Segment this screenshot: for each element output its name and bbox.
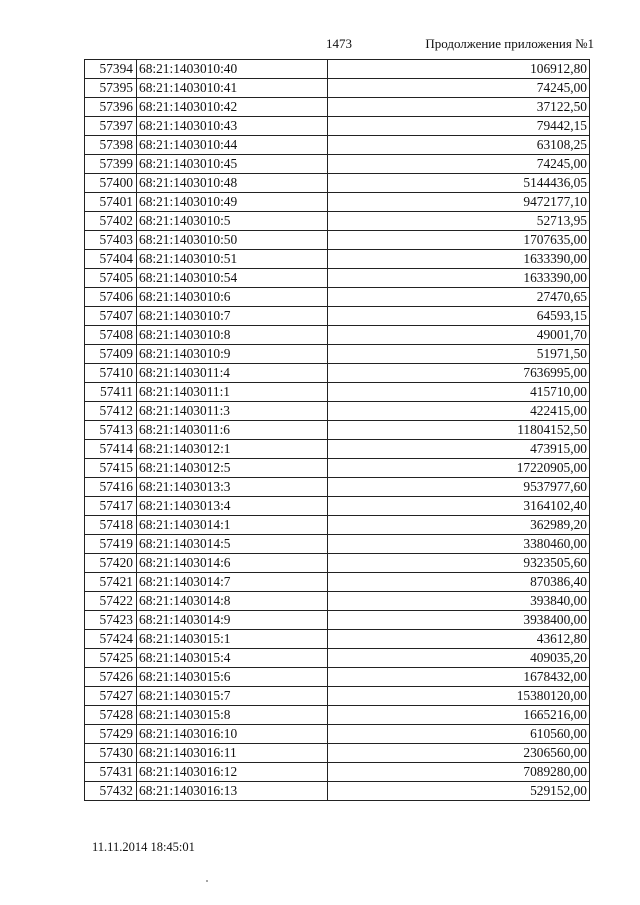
cadastral-value-cell: 27470,65 — [328, 288, 590, 307]
table-row — [85, 744, 590, 763]
cadastral-number-cell: 68:21:1403010:42 — [137, 98, 328, 117]
row-number-cell: 57429 — [85, 725, 137, 744]
cadastral-value-table — [84, 59, 590, 801]
cadastral-number-cell: 68:21:1403010:43 — [137, 117, 328, 136]
row-number-cell: 57426 — [85, 668, 137, 687]
row-number-cell: 57420 — [85, 554, 137, 573]
cadastral-number-cell: 68:21:1403015:4 — [137, 649, 328, 668]
table-row — [85, 535, 590, 554]
table-row — [85, 782, 590, 801]
cadastral-value-cell: 79442,15 — [328, 117, 590, 136]
row-number-cell: 57394 — [85, 60, 137, 79]
row-number-cell: 57398 — [85, 136, 137, 155]
row-number-cell: 57414 — [85, 440, 137, 459]
print-timestamp: 11.11.2014 18:45:01 — [92, 840, 195, 854]
table-row — [85, 345, 590, 364]
table-row — [85, 402, 590, 421]
cadastral-number-cell: 68:21:1403010:54 — [137, 269, 328, 288]
table-row — [85, 554, 590, 573]
row-number-cell: 57415 — [85, 459, 137, 478]
row-number-cell: 57395 — [85, 79, 137, 98]
scan-speck — [206, 880, 208, 882]
row-number-cell: 57411 — [85, 383, 137, 402]
cadastral-number-cell: 68:21:1403010:9 — [137, 345, 328, 364]
table-row — [85, 79, 590, 98]
cadastral-number-cell: 68:21:1403014:6 — [137, 554, 328, 573]
cadastral-value-cell: 3380460,00 — [328, 535, 590, 554]
cadastral-value-cell: 74245,00 — [328, 79, 590, 98]
cadastral-number-cell: 68:21:1403012:5 — [137, 459, 328, 478]
page-number: 1473 — [326, 36, 352, 51]
row-number-cell: 57432 — [85, 782, 137, 801]
cadastral-value-cell: 1707635,00 — [328, 231, 590, 250]
row-number-cell: 57413 — [85, 421, 137, 440]
row-number-cell: 57425 — [85, 649, 137, 668]
row-number-cell: 57397 — [85, 117, 137, 136]
cadastral-number-cell: 68:21:1403011:6 — [137, 421, 328, 440]
cadastral-value-cell: 37122,50 — [328, 98, 590, 117]
table-row — [85, 497, 590, 516]
cadastral-value-cell: 9323505,60 — [328, 554, 590, 573]
cadastral-value-cell: 393840,00 — [328, 592, 590, 611]
table-row — [85, 117, 590, 136]
cadastral-value-cell: 74245,00 — [328, 155, 590, 174]
table-row — [85, 668, 590, 687]
table-row — [85, 193, 590, 212]
row-number-cell: 57396 — [85, 98, 137, 117]
table-row — [85, 60, 590, 79]
row-number-cell: 57417 — [85, 497, 137, 516]
row-number-cell: 57407 — [85, 307, 137, 326]
table-row — [85, 725, 590, 744]
cadastral-number-cell: 68:21:1403010:45 — [137, 155, 328, 174]
cadastral-value-cell: 3164102,40 — [328, 497, 590, 516]
cadastral-value-cell: 1633390,00 — [328, 269, 590, 288]
row-number-cell: 57419 — [85, 535, 137, 554]
row-number-cell: 57399 — [85, 155, 137, 174]
cadastral-number-cell: 68:21:1403010:5 — [137, 212, 328, 231]
cadastral-value-cell: 7089280,00 — [328, 763, 590, 782]
table-row — [85, 592, 590, 611]
cadastral-value-cell: 870386,40 — [328, 573, 590, 592]
cadastral-number-cell: 68:21:1403010:49 — [137, 193, 328, 212]
row-number-cell: 57402 — [85, 212, 137, 231]
cadastral-value-cell: 64593,15 — [328, 307, 590, 326]
cadastral-value-cell: 1665216,00 — [328, 706, 590, 725]
cadastral-value-cell: 17220905,00 — [328, 459, 590, 478]
cadastral-number-cell: 68:21:1403014:1 — [137, 516, 328, 535]
table-row — [85, 288, 590, 307]
cadastral-value-cell: 49001,70 — [328, 326, 590, 345]
row-number-cell: 57423 — [85, 611, 137, 630]
cadastral-number-cell: 68:21:1403010:6 — [137, 288, 328, 307]
table-row — [85, 459, 590, 478]
table-row — [85, 649, 590, 668]
cadastral-number-cell: 68:21:1403014:7 — [137, 573, 328, 592]
table-row — [85, 421, 590, 440]
row-number-cell: 57404 — [85, 250, 137, 269]
cadastral-number-cell: 68:21:1403011:3 — [137, 402, 328, 421]
cadastral-value-cell: 63108,25 — [328, 136, 590, 155]
row-number-cell: 57416 — [85, 478, 137, 497]
table-row — [85, 136, 590, 155]
table-row — [85, 706, 590, 725]
row-number-cell: 57408 — [85, 326, 137, 345]
cadastral-number-cell: 68:21:1403015:6 — [137, 668, 328, 687]
cadastral-number-cell: 68:21:1403014:9 — [137, 611, 328, 630]
cadastral-value-cell: 106912,80 — [328, 60, 590, 79]
cadastral-value-cell: 7636995,00 — [328, 364, 590, 383]
cadastral-number-cell: 68:21:1403011:4 — [137, 364, 328, 383]
cadastral-number-cell: 68:21:1403014:8 — [137, 592, 328, 611]
table-row — [85, 364, 590, 383]
cadastral-value-cell: 409035,20 — [328, 649, 590, 668]
table-row — [85, 326, 590, 345]
row-number-cell: 57412 — [85, 402, 137, 421]
cadastral-number-cell: 68:21:1403016:11 — [137, 744, 328, 763]
row-number-cell: 57418 — [85, 516, 137, 535]
row-number-cell: 57424 — [85, 630, 137, 649]
cadastral-number-cell: 68:21:1403010:40 — [137, 60, 328, 79]
cadastral-value-cell: 15380120,00 — [328, 687, 590, 706]
table-row — [85, 250, 590, 269]
row-number-cell: 57431 — [85, 763, 137, 782]
row-number-cell: 57406 — [85, 288, 137, 307]
cadastral-value-cell: 362989,20 — [328, 516, 590, 535]
cadastral-number-cell: 68:21:1403011:1 — [137, 383, 328, 402]
cadastral-number-cell: 68:21:1403010:8 — [137, 326, 328, 345]
cadastral-number-cell: 68:21:1403015:1 — [137, 630, 328, 649]
cadastral-value-cell: 1678432,00 — [328, 668, 590, 687]
table-row — [85, 573, 590, 592]
table-row — [85, 174, 590, 193]
row-number-cell: 57427 — [85, 687, 137, 706]
cadastral-number-cell: 68:21:1403010:51 — [137, 250, 328, 269]
table-row — [85, 307, 590, 326]
row-number-cell: 57428 — [85, 706, 137, 725]
cadastral-value-cell: 52713,95 — [328, 212, 590, 231]
cadastral-value-cell: 11804152,50 — [328, 421, 590, 440]
table-row — [85, 630, 590, 649]
row-number-cell: 57430 — [85, 744, 137, 763]
row-number-cell: 57410 — [85, 364, 137, 383]
table-row — [85, 440, 590, 459]
table-row — [85, 98, 590, 117]
appendix-title: Продолжение приложения №1 — [425, 36, 594, 51]
table-row — [85, 269, 590, 288]
cadastral-number-cell: 68:21:1403010:7 — [137, 307, 328, 326]
row-number-cell: 57421 — [85, 573, 137, 592]
row-number-cell: 57405 — [85, 269, 137, 288]
cadastral-value-cell: 2306560,00 — [328, 744, 590, 763]
table-row — [85, 155, 590, 174]
cadastral-number-cell: 68:21:1403010:50 — [137, 231, 328, 250]
cadastral-value-cell: 43612,80 — [328, 630, 590, 649]
cadastral-value-cell: 1633390,00 — [328, 250, 590, 269]
cadastral-value-cell: 415710,00 — [328, 383, 590, 402]
cadastral-number-cell: 68:21:1403010:41 — [137, 79, 328, 98]
table-row — [85, 516, 590, 535]
row-number-cell: 57401 — [85, 193, 137, 212]
cadastral-number-cell: 68:21:1403013:3 — [137, 478, 328, 497]
cadastral-value-cell: 3938400,00 — [328, 611, 590, 630]
cadastral-number-cell: 68:21:1403016:12 — [137, 763, 328, 782]
table-row — [85, 383, 590, 402]
row-number-cell: 57400 — [85, 174, 137, 193]
table-row — [85, 478, 590, 497]
cadastral-number-cell: 68:21:1403012:1 — [137, 440, 328, 459]
cadastral-value-cell: 529152,00 — [328, 782, 590, 801]
cadastral-value-cell: 9537977,60 — [328, 478, 590, 497]
table-body — [85, 60, 590, 801]
cadastral-value-cell: 5144436,05 — [328, 174, 590, 193]
table-row — [85, 231, 590, 250]
cadastral-value-cell: 51971,50 — [328, 345, 590, 364]
cadastral-number-cell: 68:21:1403013:4 — [137, 497, 328, 516]
row-number-cell: 57422 — [85, 592, 137, 611]
cadastral-value-cell: 9472177,10 — [328, 193, 590, 212]
table-row — [85, 687, 590, 706]
cadastral-number-cell: 68:21:1403015:8 — [137, 706, 328, 725]
cadastral-number-cell: 68:21:1403010:44 — [137, 136, 328, 155]
cadastral-number-cell: 68:21:1403016:10 — [137, 725, 328, 744]
cadastral-value-cell: 473915,00 — [328, 440, 590, 459]
cadastral-value-cell: 610560,00 — [328, 725, 590, 744]
row-number-cell: 57409 — [85, 345, 137, 364]
cadastral-number-cell: 68:21:1403014:5 — [137, 535, 328, 554]
table-row — [85, 212, 590, 231]
cadastral-number-cell: 68:21:1403015:7 — [137, 687, 328, 706]
cadastral-value-cell: 422415,00 — [328, 402, 590, 421]
row-number-cell: 57403 — [85, 231, 137, 250]
cadastral-number-cell: 68:21:1403010:48 — [137, 174, 328, 193]
cadastral-number-cell: 68:21:1403016:13 — [137, 782, 328, 801]
table-row — [85, 763, 590, 782]
table-row — [85, 611, 590, 630]
